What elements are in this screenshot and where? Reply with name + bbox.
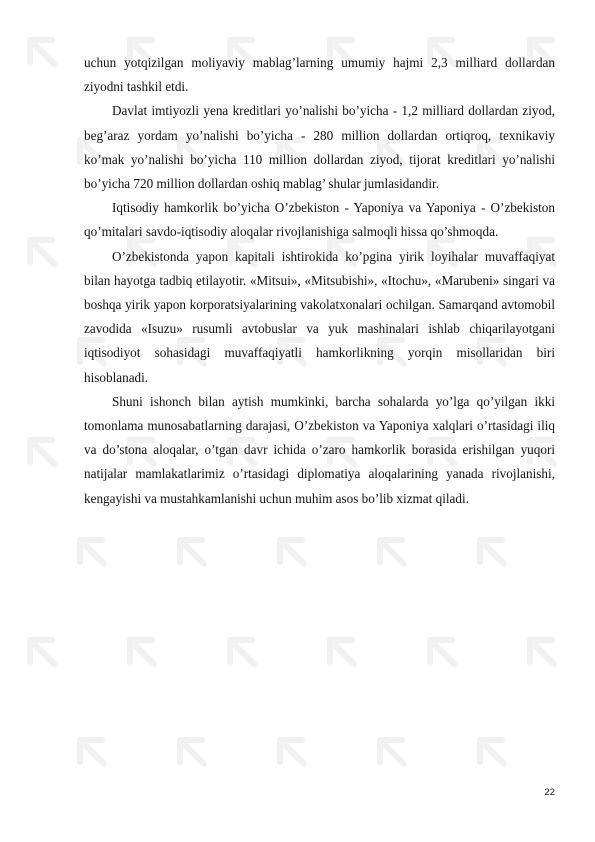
page-number: 22 [544, 787, 555, 798]
paragraph-continuation: uchun yotqizilgan moliyaviy mablag’larning umumiy hajmi 2,3 milliard dollardan ziyodni tashkil etdi. [84, 55, 555, 95]
paragraph-projects: O’zbekistonda yapon kapitali ishtirokida ko’pgina yirik loyihalar muvaffaqiyat bilan hayotga tadbiq etilayotir. «Mitsui», «Mitsubishi», «Itochu», «Marubeni» singari va boshqa yirik yapon korporatsiyalarining vakolatxonalari ochilgan. Samarqand avtomobil zavodida «Isuzu» rusumli avtobuslar va yuk mashinalari ishlab chiqarilayotgani iqtisodiyot sohasidagi muvaffaqiyatli hamkorlikning yorqin misollaridan biri hisoblanadi. [84, 248, 555, 385]
paragraph-credits: Davlat imtiyozli yena kreditlari yo’nalishi bo’yicha - 1,2 milliard dollardan ziyod, beg’araz yordam yo’nalishi bo’yicha - 280 million dollardan ortiqroq, texnikaviy ko’mak yo’nalishi bo’yicha 110 million dollardan ziyod, tijorat kreditlari yo’nalishi bo’yicha 720 million dollardan oshiq mablag’ shular jumlasidandir. [84, 103, 555, 192]
document-body [84, 51, 555, 511]
paragraph-conclusion: Shuni ishonch bilan aytish mumkinki, barcha sohalarda yo’lga qo’yilgan ikki tomonlama munosabatlarning darajasi, O’zbekiston va Yaponiya xalqlari o’rtasidagi iliq va do’stona aloqalar, o’tgan davr ichida o’zaro hamkorlik borasida erishilgan yuqori natijalar mamlakatlarimiz o’rtasidagi diplomatiya aloqalarining yanada rivojlanishi, kengayishi va mustahkamlanishi uchun muhim asos bo’lib xizmat qiladi. [84, 393, 555, 506]
paragraph-committees: Iqtisodiy hamkorlik bo’yicha O’zbekiston - Yaponiya va Yaponiya - O’zbekiston qo’mitalari savdo-iqtisodiy aloqalar rivojlanishiga salmoqli hissa qo’shmoqda. [84, 200, 555, 240]
